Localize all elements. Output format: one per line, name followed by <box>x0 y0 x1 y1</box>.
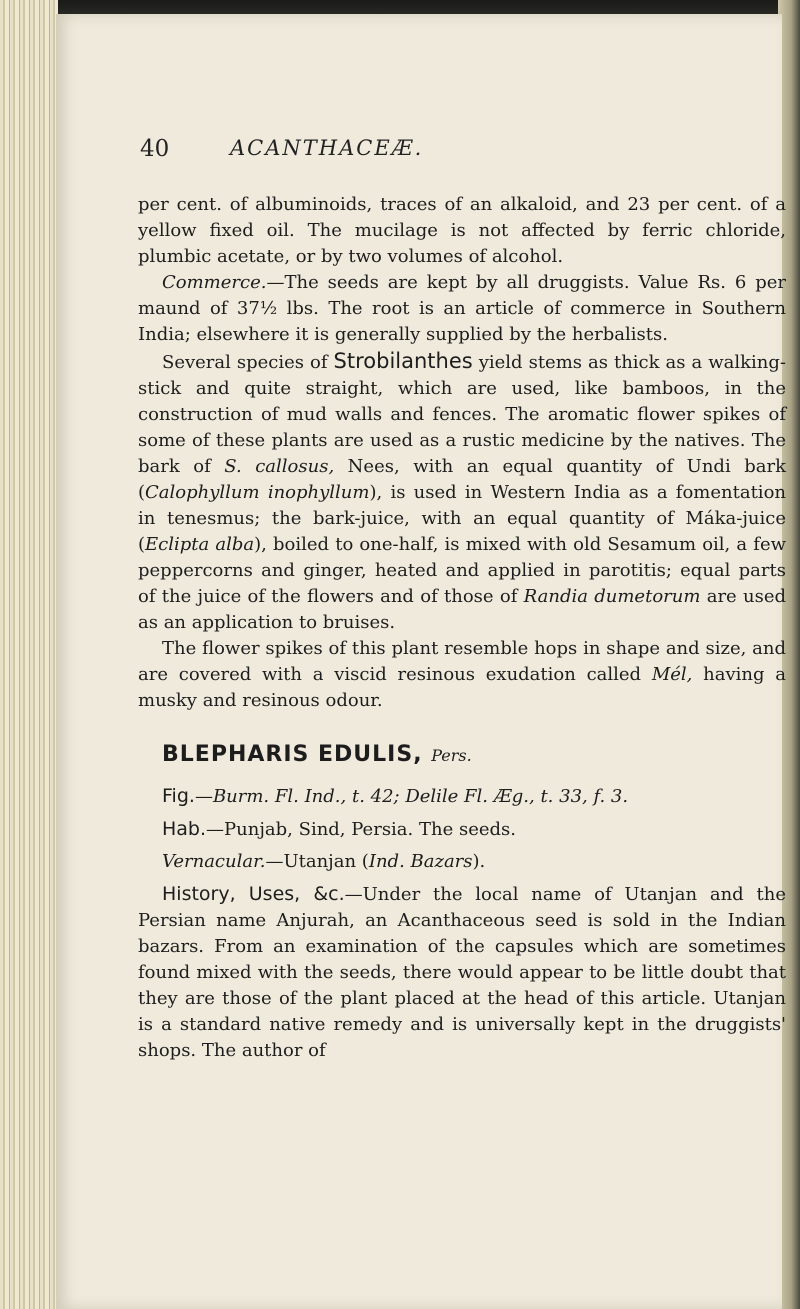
text-run: ), boiled to one-half, is mixed with old Sesamum oil, a few peppercorns and ginger, heated and applied in parotitis; equal parts of the juice of the flowers and of those of <box>138 534 786 607</box>
entry-figure <box>138 783 786 810</box>
running-head: ACANTHACEÆ. <box>230 136 424 160</box>
entry-title <box>138 740 786 771</box>
paragraph-albuminoids: per cent. of albuminoids, traces of an alkaloid, and 23 per cent. of a yellow fixed oil. The mucilage is not affected by ferric chloride, plumbic acetate, or by two volumes of alcohol. <box>138 194 786 267</box>
page-body <box>138 192 786 1064</box>
fig-label: Fig. <box>162 785 195 807</box>
paragraph-flower-spikes <box>138 636 786 714</box>
entry-history <box>138 881 786 1064</box>
commerce-text: —The seeds are kept by all druggists. Value Rs. 6 per maund of 37½ lbs. The root is an article of commerce in Southern India; elsewhere it is generally supplied by the herbalists. <box>138 272 786 345</box>
text-run: ). <box>472 851 486 872</box>
paragraph-strobilanthes <box>138 348 786 636</box>
history-label: History, Uses, &c. <box>162 883 345 905</box>
entry-vernacular <box>138 849 786 875</box>
text-run: yield stems as thick as a walking-stick and quite straight, which are used, like bamboos, in the construction of mud walls and fences. The aromatic flower spikes of some of these plants are used as a rustic medicine by the natives. The bark of <box>138 352 787 477</box>
species-s-callosus: S. callosus, <box>224 456 335 477</box>
entry-habitat <box>138 816 786 843</box>
genus-strobilanthes: Strobilanthes <box>333 349 473 373</box>
species-calophyllum: Calophyllum inophyllum <box>145 482 370 503</box>
hab-text: —Punjab, Sind, Persia. The seeds. <box>206 819 516 840</box>
text-run: The flower spikes of this plant resemble hops in shape and size, and are covered with a viscid resinous exudation called <box>138 638 786 685</box>
fig-references: —Burm. Fl. Ind., t. 42; Delile Fl. Æg., t. 33, f. 3. <box>194 786 629 807</box>
term-mel: Mél, <box>651 664 693 685</box>
text-run: Nees, with an equal quantity of Undi bark ( <box>138 456 786 503</box>
book-page-edges <box>0 0 58 1309</box>
text-run: ), is used in Western India as a fomentation in tenesmus; the bark-juice, with an equal quantity of Máka-juice ( <box>138 482 786 555</box>
vernacular-source: Ind. Bazars <box>368 851 473 872</box>
species-eclipta: Eclipta alba <box>145 534 255 555</box>
paragraph-commerce <box>138 270 786 348</box>
hab-label: Hab. <box>162 818 207 840</box>
text-run: Several species of <box>162 352 334 373</box>
entry-authority: Pers. <box>431 746 472 765</box>
entry-name: BLEPHARIS EDULIS, <box>162 742 423 767</box>
page-number: 40 <box>140 136 170 162</box>
species-randia: Randia dumetorum <box>523 586 701 607</box>
text-run: having a musky and resinous odour. <box>138 664 787 711</box>
vernacular-label: Vernacular. <box>162 851 266 872</box>
commerce-label: Commerce. <box>162 272 267 293</box>
page-header <box>140 136 780 172</box>
text-run: are used as an application to bruises. <box>138 586 786 633</box>
text-run: —Utanjan ( <box>265 851 369 872</box>
history-text: —Under the local name of Utanjan and the Persian name Anjurah, an Acanthaceous seed is sold in the Indian bazars. From an examination of the capsules which are sometimes found mixed with the seeds, there would appear to be little doubt that they are those of the plant placed at the head of this article. Utanjan is a standard native remedy and is universally kept in the druggists' shops. The author of <box>138 884 786 1061</box>
